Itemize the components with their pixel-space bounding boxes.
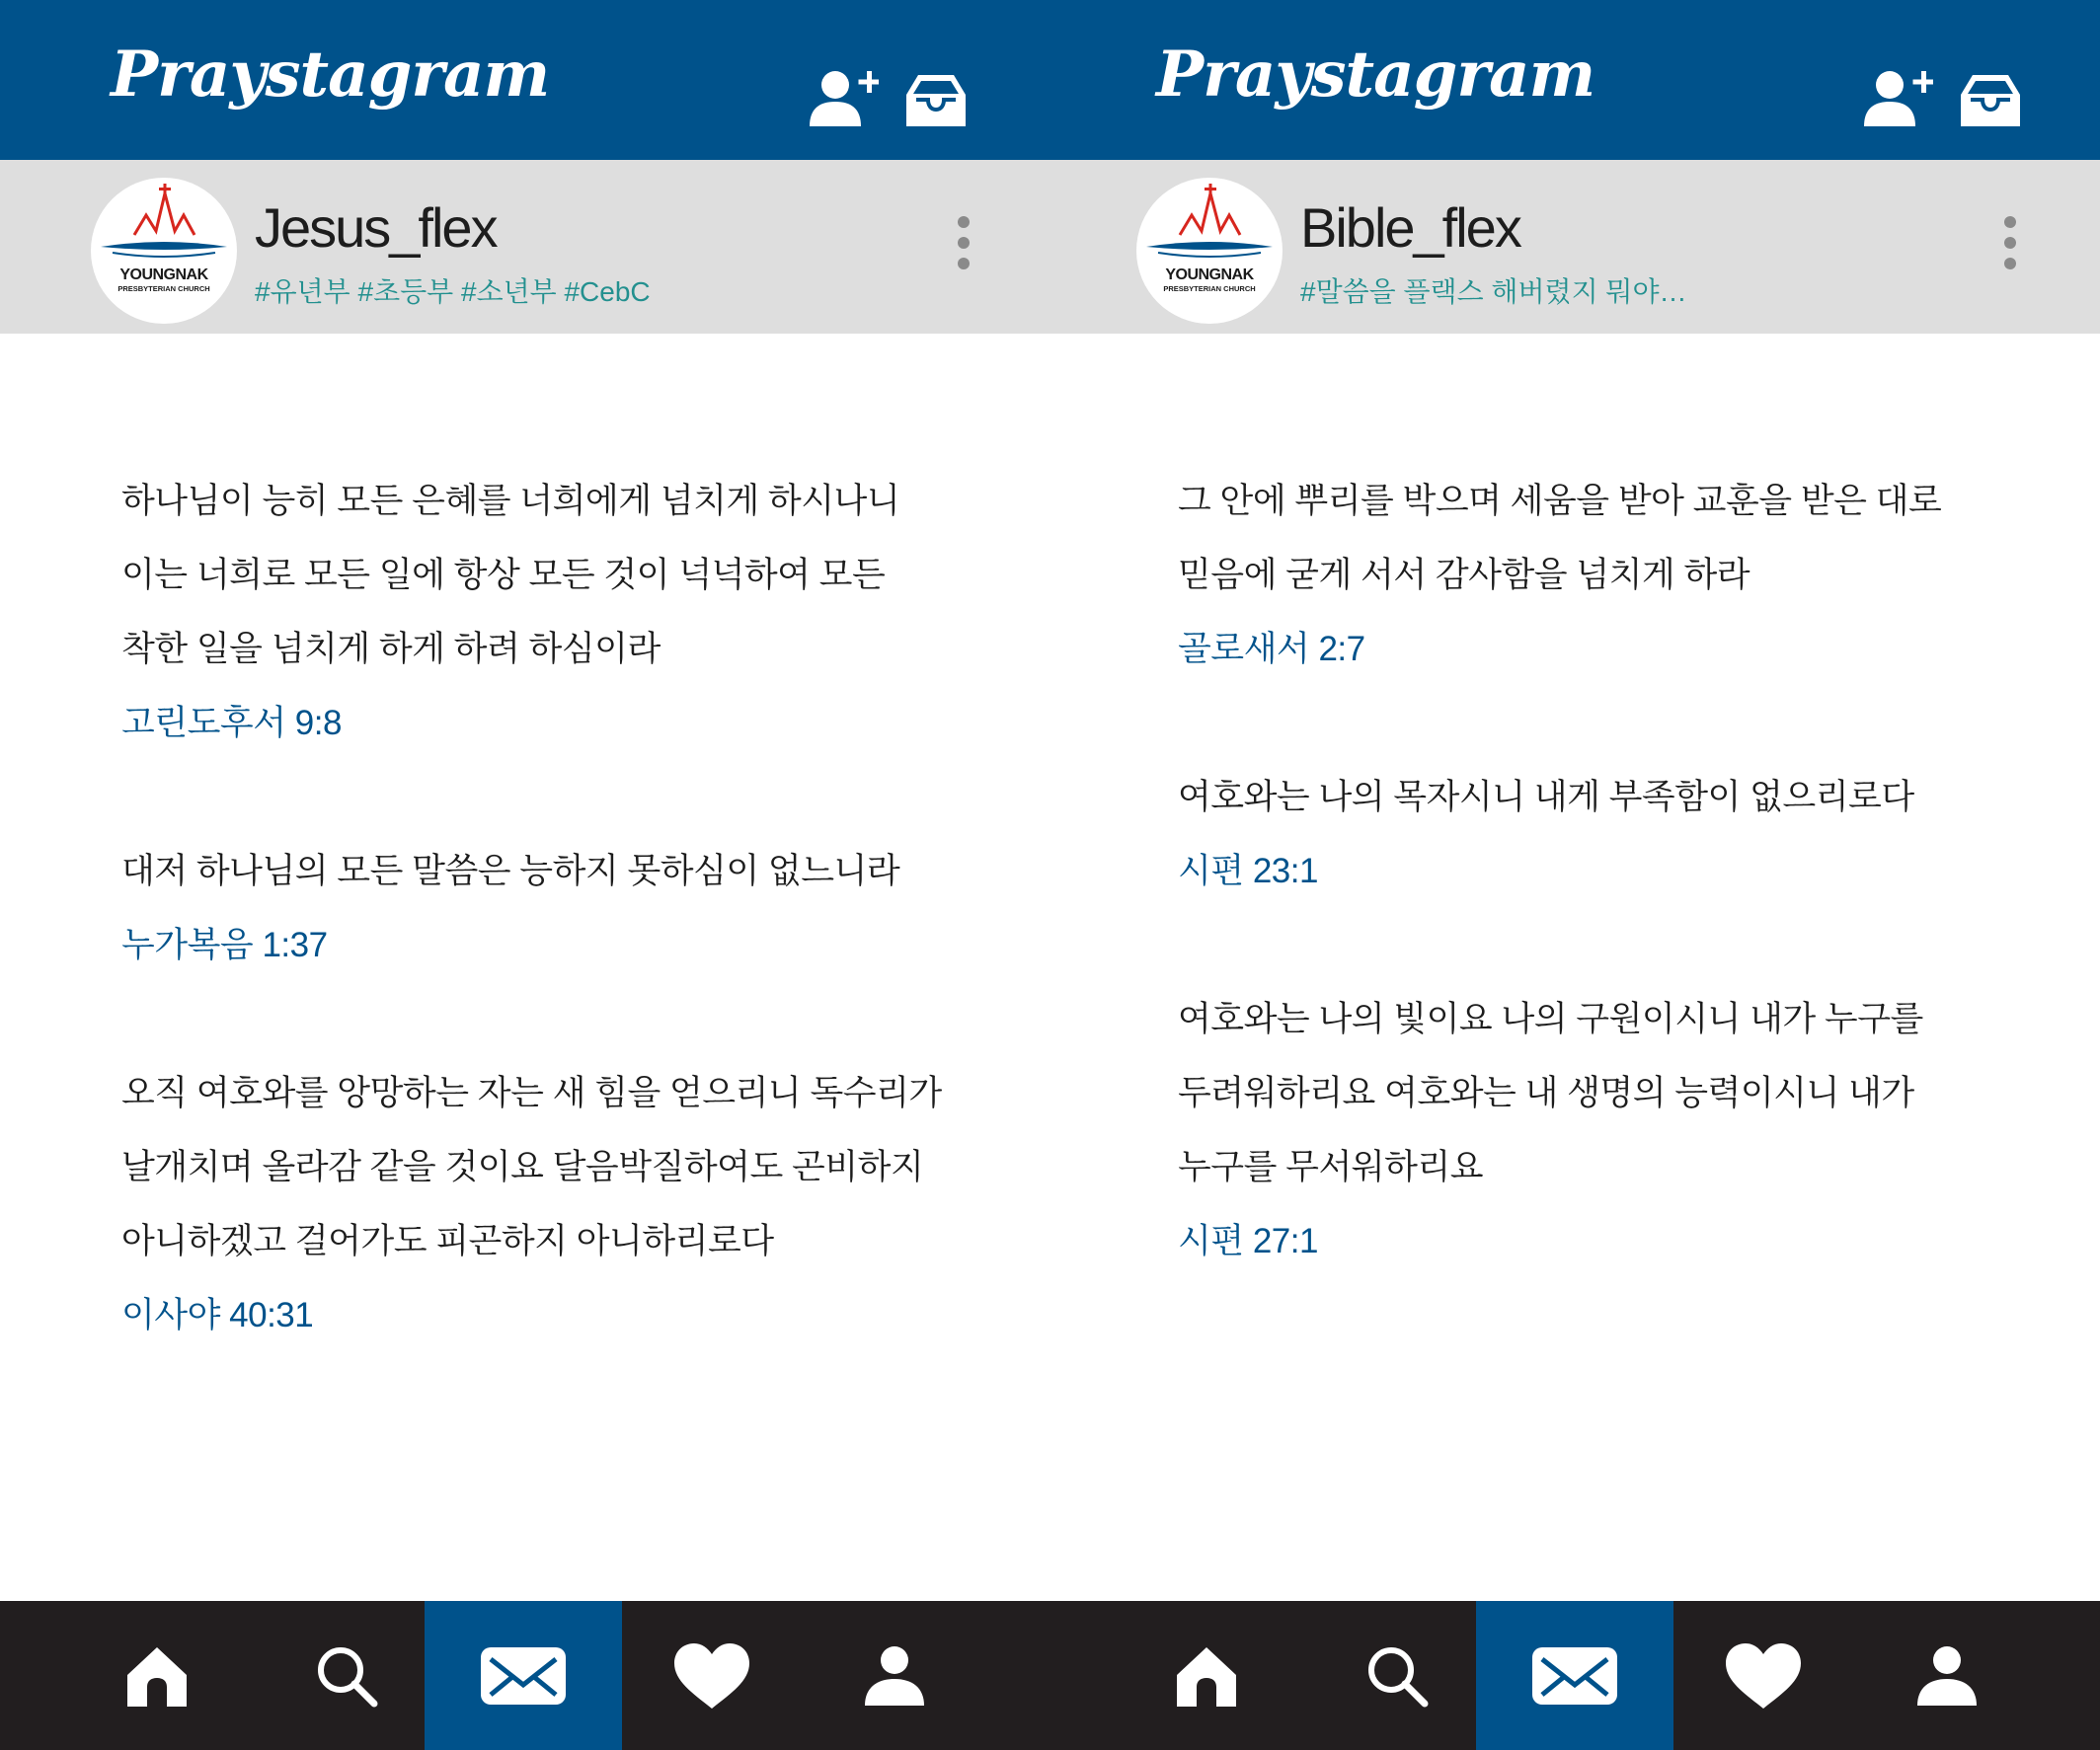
username[interactable]: Jesus_flex [255,196,497,259]
hashtags[interactable]: #말씀을 플랙스 해버렸지 뭐야… [1300,276,1687,307]
verse-reference[interactable]: 시편 23:1 [1178,852,1318,890]
verse-item [1178,982,2066,1278]
profile-bar [0,160,1050,334]
nav-home[interactable] [1108,1601,1305,1750]
logo-name: YOUNGNAK [119,266,208,283]
app-header [1050,0,2100,160]
verse-line: 누구를 무서워하리요 [1178,1148,1484,1186]
profile-icon [863,1644,926,1708]
app-header [0,0,1050,160]
home-icon [125,1645,189,1707]
verse-line: 아니하겠고 걸어가도 피곤하지 아니하리로다 [121,1222,774,1260]
heart-icon [1724,1641,1803,1711]
verse-list [1178,464,2066,1352]
verse-line: 그 안에 뿌리를 박으며 세움을 받아 교훈을 받은 대로 [1178,482,1942,520]
nav-search[interactable] [248,1601,445,1750]
verse-line: 착한 일을 넘치게 하게 하려 하심이라 [121,630,661,668]
verse-line: 믿음에 굳게 서서 감사함을 넘치게 하라 [1178,556,1750,594]
verse-item [121,464,1010,760]
add-user-icon[interactable] [1862,69,1933,128]
nav-search[interactable] [1298,1601,1496,1750]
nav-likes[interactable] [1665,1601,1862,1750]
church-logo [91,178,237,324]
profile-icon [1915,1644,1979,1708]
more-vertical-icon[interactable] [1999,215,2021,270]
logo-name: YOUNGNAK [1165,266,1254,283]
mail-icon [479,1645,568,1707]
bottom-nav [0,1601,1050,1750]
verse-item [1178,760,2066,908]
nav-messages[interactable] [425,1601,622,1750]
add-user-icon[interactable] [808,69,879,128]
app-title: Praystagram [1156,38,1595,112]
verse-reference[interactable]: 골로새서 2:7 [1178,630,1365,668]
verse-list [121,464,1010,1426]
search-icon [1365,1644,1429,1708]
verse-reference[interactable]: 이사야 40:31 [121,1296,314,1334]
username[interactable]: Bible_flex [1300,196,1520,259]
nav-profile[interactable] [796,1601,993,1750]
verse-line: 이는 너희로 모든 일에 항상 모든 것이 넉넉하여 모든 [121,556,886,594]
verse-line: 오직 여호와를 앙망하는 자는 새 힘을 얻으리니 독수리가 [121,1074,942,1112]
verse-line: 두려워하리요 여호와는 내 생명의 능력이시니 내가 [1178,1074,1914,1112]
nav-likes[interactable] [613,1601,811,1750]
church-logo [1136,178,1283,324]
heart-icon [672,1641,751,1711]
verse-line: 날개치며 올라감 같을 것이요 달음박질하여도 곤비하지 [121,1148,924,1186]
app-title: Praystagram [111,38,550,112]
verse-reference[interactable]: 누가복음 1:37 [121,926,328,964]
verse-reference[interactable]: 고린도후서 9:8 [121,704,342,742]
verse-item [1178,464,2066,686]
nav-messages[interactable] [1476,1601,1673,1750]
bottom-nav [1050,1601,2100,1750]
verse-line: 하나님이 능히 모든 은혜를 너희에게 넘치게 하시나니 [121,482,900,520]
verse-line: 대저 하나님의 모든 말씀은 능하지 못하심이 없느니라 [121,852,900,890]
logo-subtitle: PRESBYTERIAN CHURCH [1163,284,1256,293]
verse-reference[interactable]: 시편 27:1 [1178,1222,1318,1260]
nav-home[interactable] [58,1601,256,1750]
verse-item [121,834,1010,982]
verse-line: 여호와는 나의 목자시니 내게 부족함이 없으리로다 [1178,778,1914,816]
inbox-icon[interactable] [1959,73,2022,128]
mail-icon [1530,1645,1619,1707]
inbox-icon[interactable] [904,73,968,128]
profile-bar [1050,160,2100,334]
phone-screen-bible-flex [1050,0,2100,1750]
search-icon [315,1644,378,1708]
nav-profile[interactable] [1848,1601,2046,1750]
hashtags[interactable]: #유년부 #초등부 #소년부 #CebC [255,276,651,307]
verse-item [121,1056,1010,1352]
verse-line: 여호와는 나의 빛이요 나의 구원이시니 내가 누구를 [1178,1000,1923,1038]
more-vertical-icon[interactable] [953,215,974,270]
logo-subtitle: PRESBYTERIAN CHURCH [117,284,210,293]
home-icon [1175,1645,1238,1707]
